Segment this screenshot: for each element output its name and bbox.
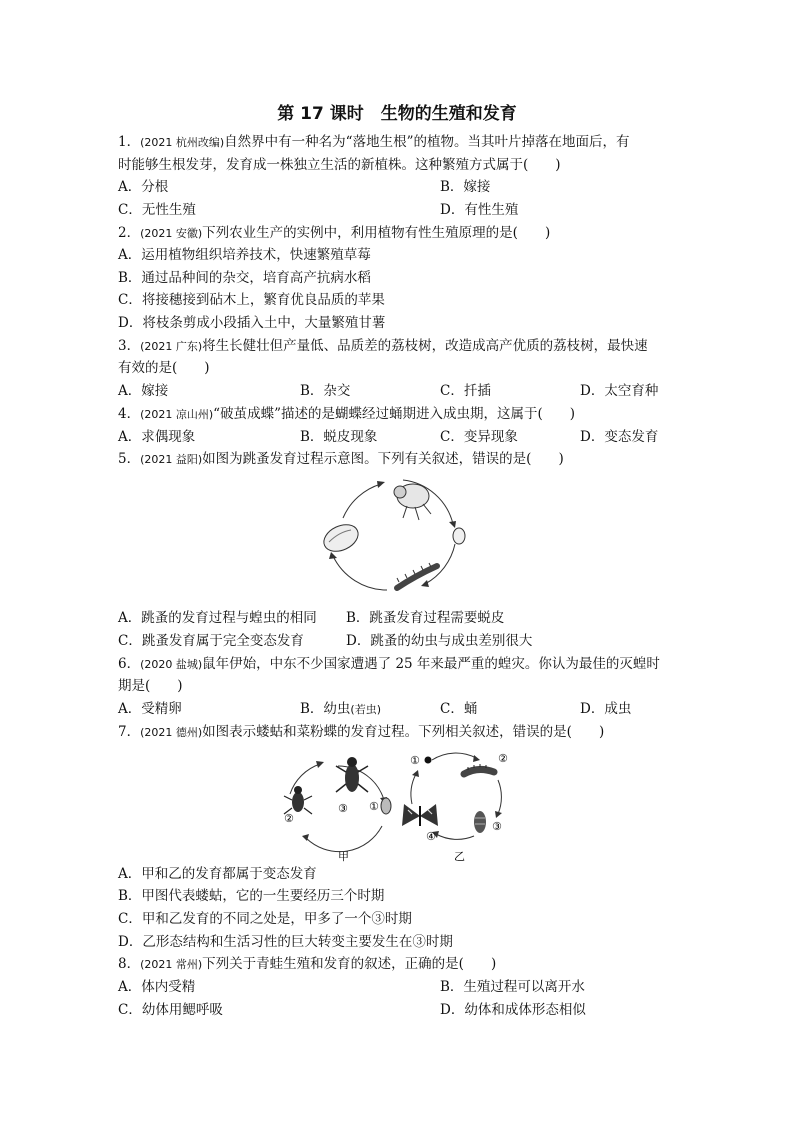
label-2: ② bbox=[284, 812, 294, 825]
q7-option-a: A．甲和乙的发育都属于变态发育 bbox=[118, 866, 317, 882]
label-1: ① bbox=[410, 754, 420, 767]
insect-development-figure bbox=[276, 744, 516, 866]
q1-option-b: B．嫁接 bbox=[440, 179, 491, 195]
arrow-head bbox=[421, 580, 429, 587]
question-source: (2021 凉山州) bbox=[140, 408, 214, 421]
question-source: (2021 杭州改编) bbox=[140, 136, 225, 149]
q3-option-b: B．杂交 bbox=[300, 383, 351, 399]
q2-option-a: A．运用植物组织培养技术，快速繁殖草莓 bbox=[118, 247, 371, 263]
chrysalis-icon bbox=[474, 811, 486, 833]
q4-option-b: B．蜕皮现象 bbox=[300, 429, 378, 445]
question-source: (2020 盐城) bbox=[140, 658, 203, 671]
q8-option-d: D．幼体和成体形态相似 bbox=[440, 1002, 586, 1018]
yi-cycle bbox=[402, 752, 508, 863]
label-3: ③ bbox=[492, 820, 502, 833]
q2-option-d: D．将枝条剪成小段插入土中，大量繁殖甘薯 bbox=[118, 315, 386, 331]
q7-option-c: C．甲和乙发育的不同之处是，甲多了一个③时期 bbox=[118, 911, 412, 927]
q8-option-b: B．生殖过程可以离开水 bbox=[440, 979, 585, 995]
egg-icon bbox=[381, 798, 391, 814]
larva-icon bbox=[397, 563, 437, 588]
q5-option-a: A．跳蚤的发育过程与蝗虫的相同 bbox=[118, 610, 317, 626]
q4-option-d: D．变态发育 bbox=[580, 429, 659, 445]
q2-option-b: B．通过品种间的杂交，培育高产抗病水稻 bbox=[118, 270, 371, 286]
question-source: (2021 安徽) bbox=[140, 227, 203, 240]
cycle-arrow bbox=[333, 556, 387, 590]
question-source: (2021 常州) bbox=[140, 958, 203, 971]
question-4: 4．(2021 凉山州)“破茧成蝶”描述的是蝴蝶经过蛹期进入成虫期，这属于( ) bbox=[118, 406, 576, 422]
mole-cricket-adult-icon bbox=[336, 757, 368, 792]
butterfly-icon bbox=[402, 804, 438, 826]
question-1-line2: 时能够生根发芽，发育成一株独立生活的新植株。这种繁殖方式属于( ) bbox=[118, 157, 561, 173]
question-5: 5．(2021 益阳)如图为跳蚤发育过程示意图。下列有关叙述，错误的是( ) bbox=[118, 451, 564, 467]
question-3-line2: 有效的是( ) bbox=[118, 360, 210, 376]
arrow-head bbox=[329, 552, 337, 559]
q6-option-c: C．蛹 bbox=[440, 701, 478, 717]
q3-option-c: C．扦插 bbox=[440, 383, 491, 399]
question-3: 3．(2021 广东)将生长健壮但产量低、品质差的荔枝树，改造成高产优质的荔枝树，最快速 bbox=[118, 338, 648, 354]
cycle-arrow bbox=[343, 484, 381, 518]
label-2: ② bbox=[498, 752, 508, 765]
question-2: 2．(2021 安徽)下列农业生产的实例中，利用植物有性生殖原理的是( ) bbox=[118, 225, 551, 241]
question-source: (2021 益阳) bbox=[140, 453, 203, 466]
q3-option-d: D．太空育种 bbox=[580, 383, 659, 399]
question-1: 1．(2021 杭州改编)自然界中有一种名为“落地生根”的植物。当其叶片掉落在地面后，有 bbox=[118, 134, 630, 150]
q1-option-d: D．有性生殖 bbox=[440, 202, 519, 218]
q7-option-d: D．乙形态结构和生活习性的巨大转变主要发生在③时期 bbox=[118, 934, 453, 950]
arrow-head bbox=[449, 521, 456, 528]
q4-option-a: A．求偶现象 bbox=[118, 429, 196, 445]
arrow-head bbox=[377, 481, 385, 488]
jia-cycle bbox=[284, 757, 391, 863]
q8-option-a: A．体内受精 bbox=[118, 979, 196, 995]
q1-option-c: C．无性生殖 bbox=[118, 202, 196, 218]
question-source: (2021 德州) bbox=[140, 726, 203, 739]
label-4: ④ bbox=[426, 830, 436, 843]
flea-life-cycle-figure bbox=[315, 472, 475, 602]
figure-label-jia: 甲 bbox=[338, 850, 349, 863]
question-7: 7．(2021 德州)如图表示蝼蛄和菜粉蝶的发育过程。下列相关叙述，错误的是( ) bbox=[118, 724, 605, 740]
q4-option-c: C．变异现象 bbox=[440, 429, 518, 445]
pupa-icon bbox=[320, 520, 363, 557]
question-6: 6．(2020 盐城)鼠年伊始，中东不少国家遭遇了 25 年来最严重的蝗灾。你认为最佳的灭蝗时 bbox=[118, 656, 660, 672]
label-3: ③ bbox=[338, 802, 348, 815]
label-1: ① bbox=[369, 800, 379, 813]
question-source: (2021 广东) bbox=[140, 340, 203, 353]
egg-icon bbox=[453, 528, 465, 544]
mole-cricket-nymph-icon bbox=[284, 786, 312, 814]
adult-flea-icon bbox=[394, 484, 431, 520]
figure-label-yi: 乙 bbox=[454, 850, 465, 863]
q5-option-d: D．跳蚤的幼虫与成虫差别很大 bbox=[346, 633, 533, 649]
q6-option-b: B．幼虫(若虫) bbox=[300, 701, 382, 717]
q1-option-a: A．分根 bbox=[118, 179, 169, 195]
page-title: 第 17 课时 生物的生殖和发育 bbox=[277, 104, 517, 124]
q8-option-c: C．幼体用鳃呼吸 bbox=[118, 1002, 223, 1018]
question-8: 8．(2021 常州)下列关于青蛙生殖和发育的叙述，正确的是( ) bbox=[118, 956, 497, 972]
q5-option-b: B．跳蚤发育过程需要蜕皮 bbox=[346, 610, 505, 626]
q6-option-a: A．受精卵 bbox=[118, 701, 182, 717]
question-6-line2: 期是( ) bbox=[118, 678, 183, 694]
q5-option-c: C．跳蚤发育属于完全变态发育 bbox=[118, 633, 304, 649]
caterpillar-icon bbox=[464, 764, 494, 774]
q7-option-b: B．甲图代表蝼蛄，它的一生要经历三个时期 bbox=[118, 888, 385, 904]
q6-option-d: D．成虫 bbox=[580, 701, 632, 717]
q2-option-c: C．将接穗接到砧木上，繁育优良品质的苹果 bbox=[118, 292, 385, 308]
egg-icon bbox=[425, 757, 432, 764]
q3-option-a: A．嫁接 bbox=[118, 383, 169, 399]
